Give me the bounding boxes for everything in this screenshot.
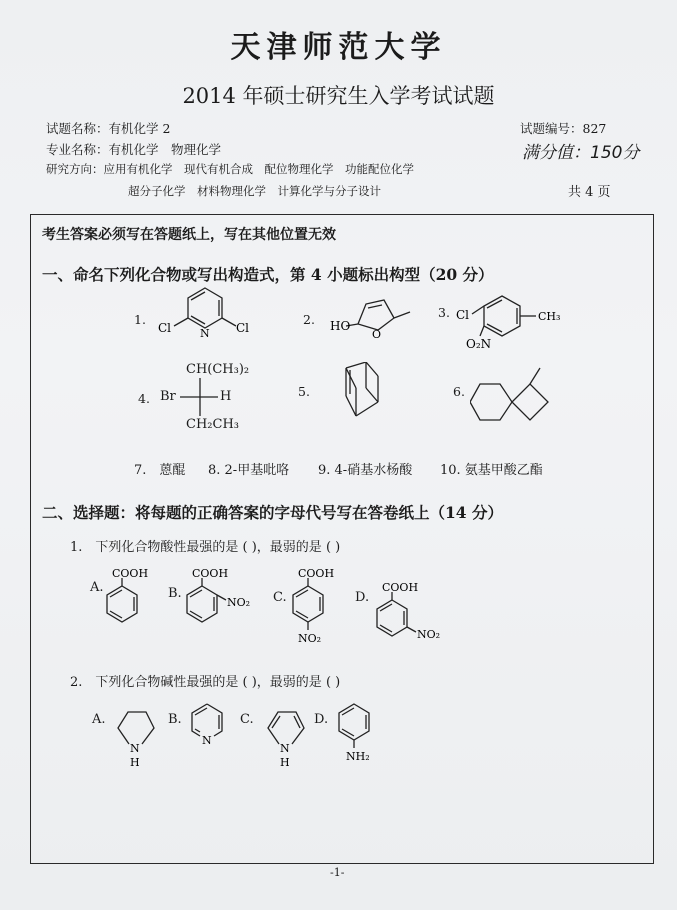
q8-name: 8. 2-甲基吡咯	[208, 463, 290, 478]
q2-1-option-a: A.	[90, 580, 104, 595]
q2-2-option-d: D.	[314, 712, 329, 727]
base-d-aniline	[326, 700, 386, 768]
section2-title: 二、选择题：将每题的正确答案的字母代号写在答卷纸上（14 分）	[42, 503, 503, 522]
c4-h-label: H	[220, 389, 232, 404]
q2-number: 2.	[303, 312, 315, 327]
c1-n-label: N	[200, 327, 210, 340]
c2-o-label: O	[372, 328, 382, 340]
acid-c-p-nitro	[284, 566, 354, 650]
compound-6-spiro	[470, 362, 580, 428]
acid-b-cooh: COOH	[192, 567, 229, 580]
page-number: -1-	[330, 866, 345, 879]
c2-ho-label: HO	[330, 319, 351, 333]
q1-number: 1.	[134, 312, 146, 327]
compound-1-dichloropyridine	[150, 282, 260, 342]
q2-1-option-b: B.	[168, 586, 182, 601]
q10-name: 10. 氨基甲酸乙酯	[440, 463, 543, 478]
c1-cl-left: Cl	[158, 321, 172, 335]
base-a-h: H	[130, 756, 140, 769]
q2-1-option-c: C.	[273, 590, 287, 605]
base-b-n: N	[202, 734, 212, 747]
acid-c-no2: NO₂	[298, 632, 322, 645]
q7-name: 7. 蒽醌	[134, 463, 186, 478]
q3-number: 3.	[438, 305, 450, 320]
base-b-pyridine	[182, 700, 232, 756]
c4-fischer-cross	[178, 376, 222, 420]
q2-1-text: 1. 下列化合物酸性最强的是 ( )，最弱的是 ( )	[70, 540, 341, 555]
q4-number: 4.	[138, 391, 150, 406]
exam-title: 2014 年硕士研究生入学考试试题	[182, 84, 495, 108]
subject-name: 试题名称：有机化学 2	[46, 121, 171, 136]
c3-cl-label: Cl	[456, 308, 470, 322]
section1-title: 一、命名下列化合物或写出构造式，第 4 小题标出构型（20 分）	[42, 265, 494, 284]
base-a-n: N	[130, 742, 140, 755]
acid-c-cooh: COOH	[298, 567, 335, 580]
compound-5-bicyclooctene	[332, 362, 392, 428]
c3-no2-label: O₂N	[466, 337, 492, 351]
q2-2-option-a: A.	[92, 712, 106, 727]
q6-number: 6.	[453, 384, 465, 399]
acid-a-cooh: COOH	[112, 567, 149, 580]
research-direction-2: 超分子化学 材料物理化学 计算化学与分子设计	[128, 184, 381, 198]
acid-b-o-nitro	[178, 566, 268, 630]
c4-bottom-group: CH₂CH₃	[186, 417, 239, 432]
c4-top-group: CH(CH₃)₂	[186, 362, 250, 377]
base-c-h: H	[280, 756, 290, 769]
acid-d-m-nitro	[368, 580, 468, 644]
q5-number: 5.	[298, 384, 310, 399]
compound-2-methylfuranol	[318, 290, 428, 340]
q2-2-option-c: C.	[240, 712, 254, 727]
base-c-pyrrole	[258, 704, 314, 774]
base-c-n: N	[280, 742, 290, 755]
q9-name: 9. 4-硝基水杨酸	[318, 463, 413, 478]
exam-code: 试题编号：827	[520, 121, 607, 136]
major-name: 专业名称：有机化学 物理化学	[46, 142, 222, 157]
c3-ch3-label: CH₃	[538, 310, 561, 323]
base-d-nh2: NH₂	[346, 750, 370, 763]
acid-d-no2: NO₂	[417, 628, 441, 641]
full-score-handwritten: 满分值：150分	[522, 143, 640, 163]
acid-d-cooh: COOH	[382, 581, 419, 594]
q2-2-option-b: B.	[168, 712, 182, 727]
q2-1-option-d: D.	[355, 590, 370, 605]
compound-3-chloronitrotoluene	[452, 290, 582, 352]
base-a-pyrrolidine	[108, 704, 164, 774]
acid-a-benzoic	[98, 566, 168, 630]
q2-2-text: 2. 下列化合物碱性最强的是 ( )，最弱的是 ( )	[70, 675, 341, 690]
acid-b-no2: NO₂	[227, 596, 251, 609]
page-count: 共 4 页	[568, 185, 611, 200]
c1-cl-right: Cl	[236, 321, 250, 335]
notice: 考生答案必须写在答题纸上，写在其他位置无效	[42, 227, 336, 243]
c4-br-label: Br	[160, 389, 176, 404]
research-direction-1: 研究方向：应用有机化学 现代有机合成 配位物理化学 功能配位化学	[46, 162, 414, 176]
university-name: 天津师范大学	[230, 30, 447, 65]
